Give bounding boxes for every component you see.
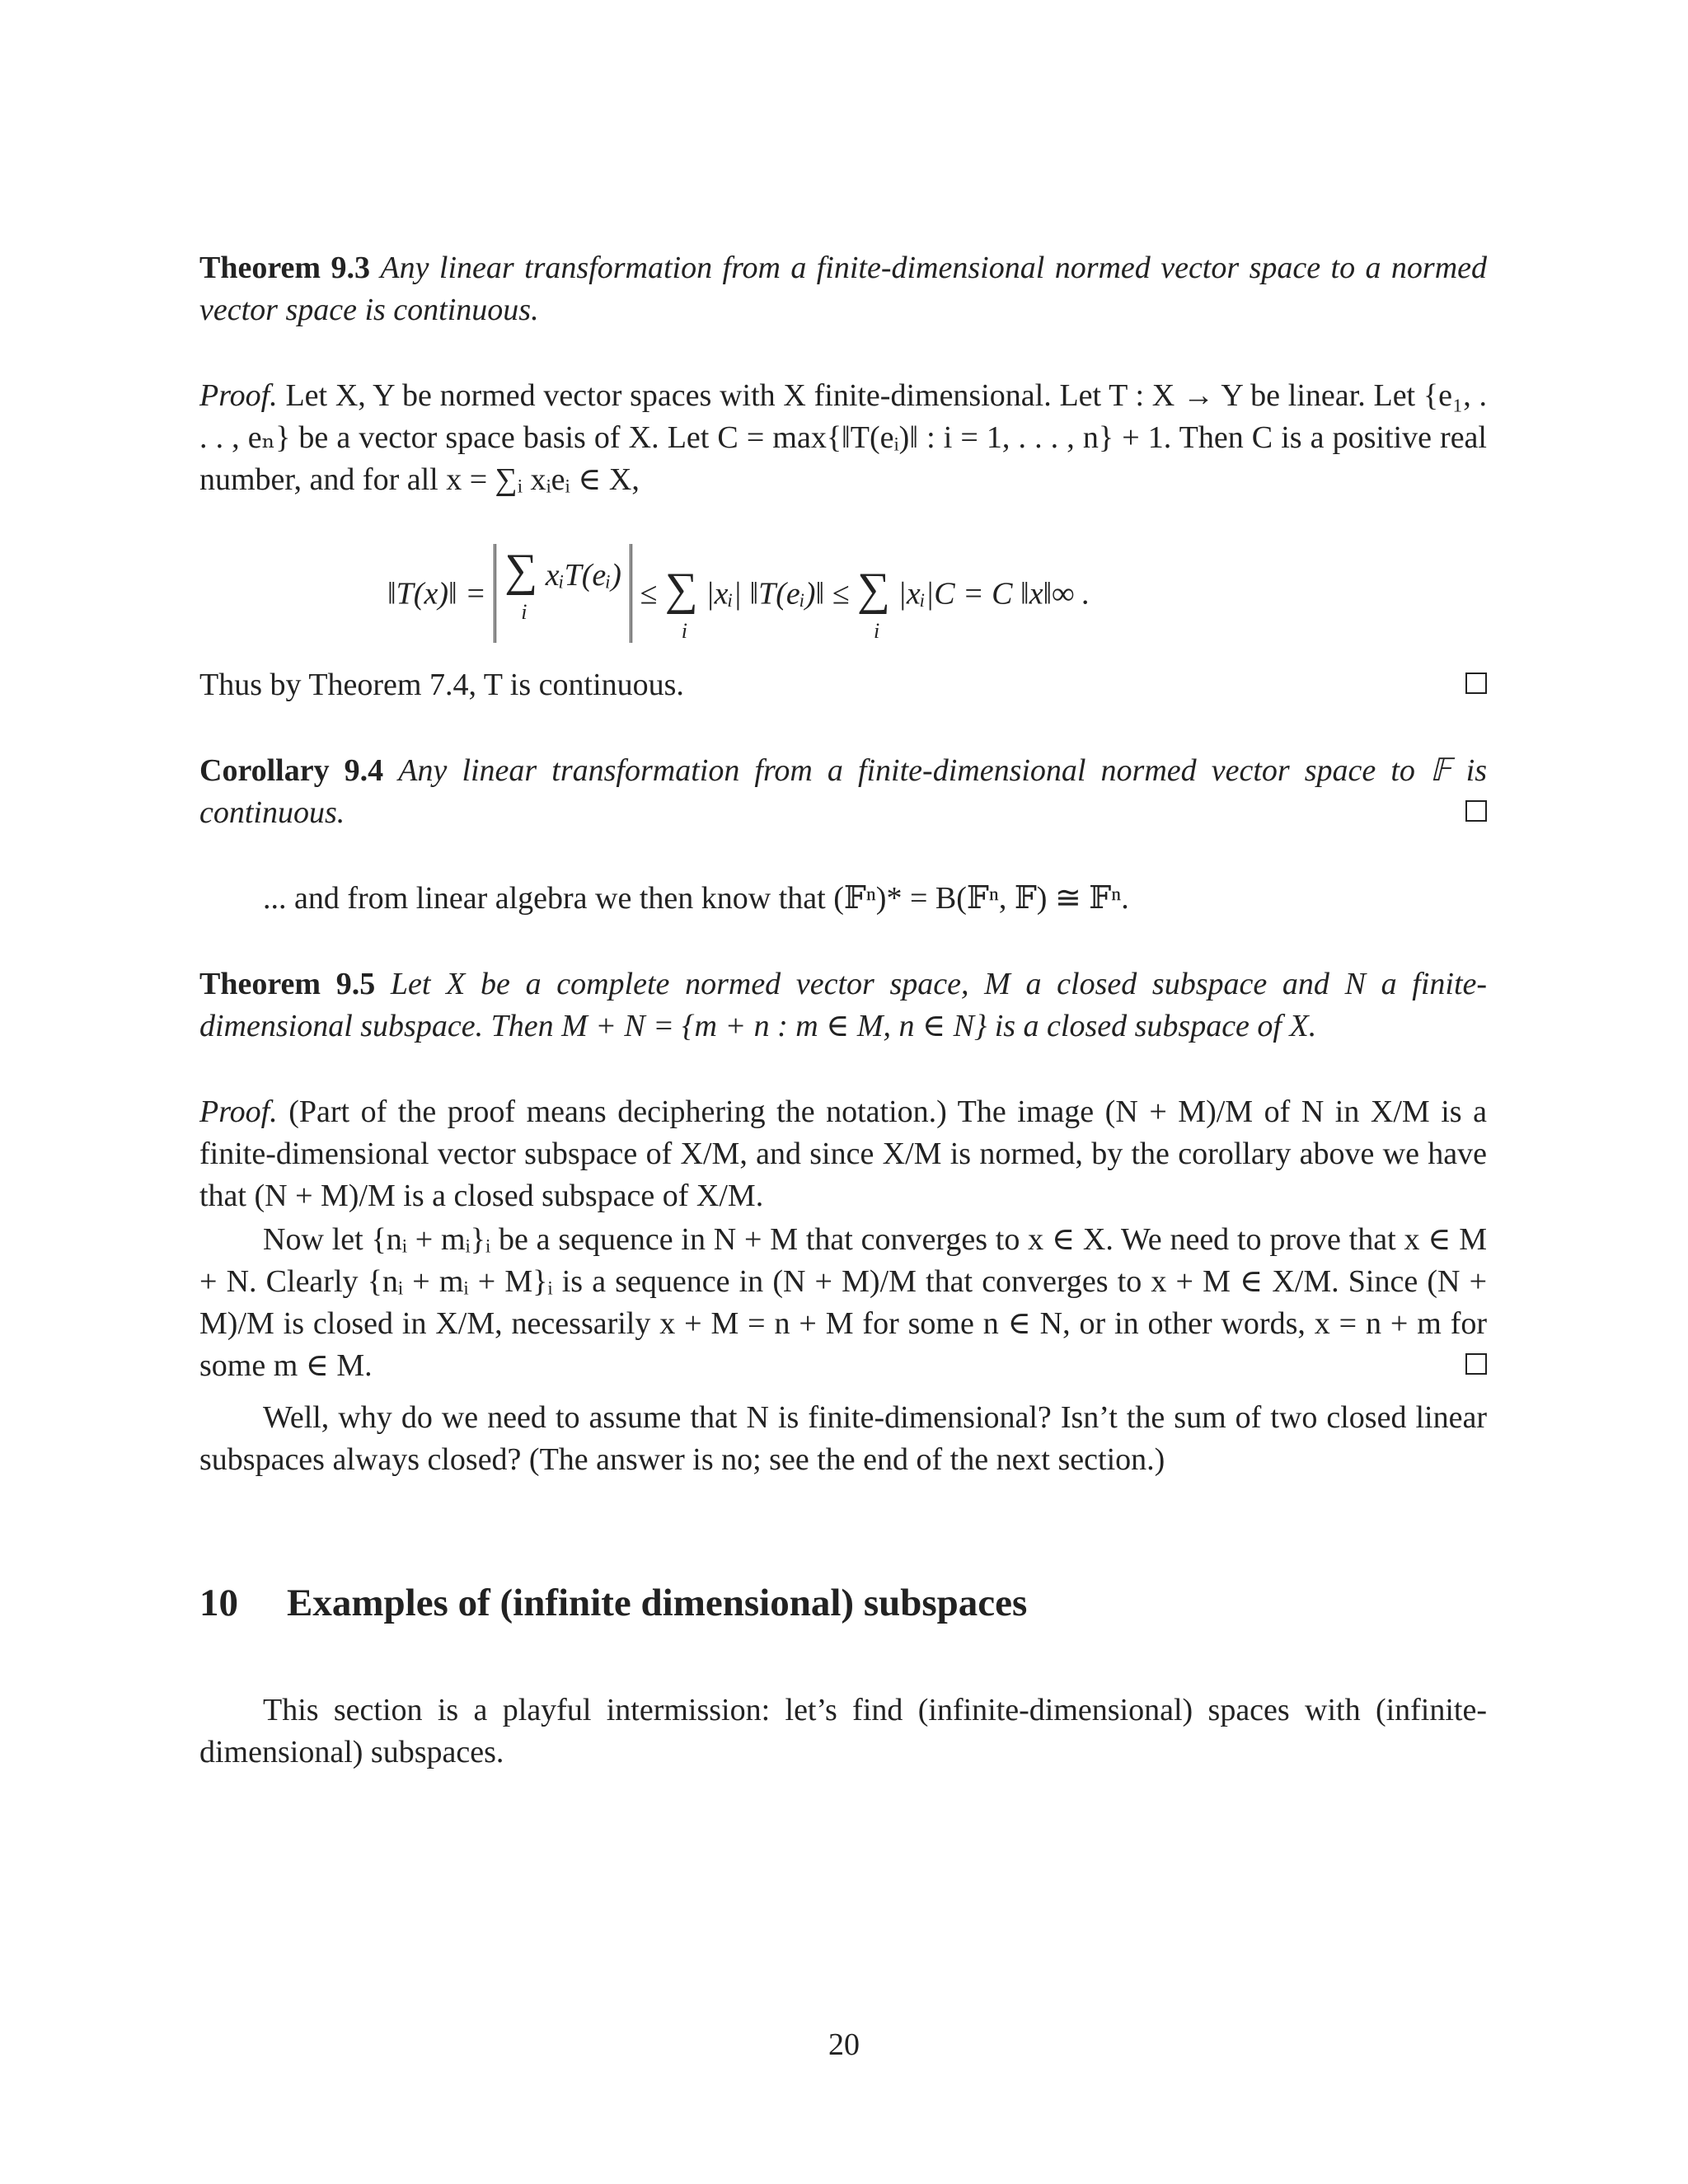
- proof-9-5-continued: [199, 1219, 1487, 1387]
- conclusion-text: Thus by Theorem 7.4, T is continuous.: [199, 668, 684, 702]
- proof-9-3: [199, 375, 1487, 501]
- remark-paragraph: Well, why do we need to assume that N is finite-dimensional? Isn’t the sum of two closed linear subspaces always closed? (The answer is no; see the end of the next section.): [199, 1400, 1487, 1477]
- theorem-label: Theorem 9.5: [199, 967, 376, 1001]
- eq-lhs: ‖T(x)‖ =: [387, 576, 486, 612]
- qed-square-icon: [1465, 673, 1487, 694]
- sum-index: i: [681, 618, 688, 643]
- corollary-label: Corollary 9.4: [199, 753, 384, 788]
- page-number: 20: [828, 2027, 860, 2062]
- proof-conclusion: [199, 664, 1487, 706]
- proof-text-2: Now let {nᵢ + mᵢ}ᵢ be a sequence in N + M that converges to x ∈ X. We need to prove that x ∈ M + N. Clearly {nᵢ + mᵢ + M}ᵢ is a sequence in (N + M)/M that converges to x + M ∈ X/M. Since (N + M)/M is closed in X/M, necessarily x + M = n + M for some n ∈ N, or in other words, x = n + m for some m ∈ M.: [199, 1222, 1487, 1383]
- equation-row: [387, 547, 1090, 646]
- proof-text: Let X, Y be normed vector spaces with X finite-dimensional. Let T : X → Y be linear. Let {e₁, . . . , eₙ} be a vector space basis of X. Let C = max{‖T(eᵢ)‖ : i = 1, . . . , n} + 1. Then C is a positive real number, and for all x = ∑ᵢ xᵢeᵢ ∈ X,: [199, 378, 1487, 497]
- section-intro: This section is a playful intermission: let’s find (infinite-dimensional) spaces with (infinite-dimensional) subspaces.: [199, 1693, 1487, 1769]
- theorem-statement: Any linear transformation from a finite-dimensional normed vector space to a normed vector space is continuous.: [199, 251, 1488, 327]
- sum-index: i: [874, 618, 880, 643]
- sum-symbol: ∑ i: [504, 545, 538, 624]
- sum-symbol: ∑ i: [857, 563, 890, 643]
- proof-label: Proof.: [199, 378, 278, 413]
- proof-text-1: (Part of the proof means deciphering the notation.) The image (N + M)/M of N in X/M is a finite-dimensional vector subspace of X/M, and since X/M is normed, by the corollary above we have that (N + M)/M is a closed subspace of X/M.: [199, 1094, 1487, 1213]
- theorem-label: Theorem 9.3: [199, 251, 370, 285]
- section-number: 10: [199, 1582, 238, 1624]
- corollary-9-4: [199, 750, 1487, 834]
- eq-term3: |xᵢ|C = C ‖x‖∞ .: [898, 576, 1090, 612]
- page-content: [199, 247, 1487, 1774]
- theorem-statement: Let X be a complete normed vector space, M a closed subspace and N a finite-dimensional subspace. Then M + N = {m + n : m ∈ M, n ∈ N} is a closed subspace of X.: [199, 967, 1488, 1043]
- theorem-9-3: [199, 247, 1487, 331]
- eq-norm: [494, 544, 632, 643]
- sum-symbol: ∑ i: [664, 563, 698, 643]
- section-title: Examples of (infinite dimensional) subspaces: [287, 1582, 1028, 1624]
- theorem-9-5: [199, 963, 1487, 1047]
- section-heading: [199, 1578, 1487, 1628]
- algebra-remark: ... and from linear algebra we then know that (𝔽ⁿ)* = B(𝔽ⁿ, 𝔽) ≅ 𝔽ⁿ.: [263, 881, 1129, 916]
- eq-leq: ≤: [640, 576, 658, 612]
- eq-term2: |xᵢ| ‖T(eᵢ)‖ ≤: [706, 576, 850, 612]
- eq-norm-inner: xᵢT(eᵢ): [545, 558, 621, 593]
- display-equation: [199, 513, 1487, 653]
- proof-label: Proof.: [199, 1094, 278, 1129]
- qed-square-icon: [1465, 1353, 1487, 1375]
- proof-9-5: [199, 1091, 1487, 1217]
- qed-square-icon: [1465, 800, 1487, 822]
- sum-index: i: [521, 600, 528, 624]
- corollary-statement: Any linear transformation from a finite-dimensional normed vector space to 𝔽 is continuous.: [199, 753, 1488, 830]
